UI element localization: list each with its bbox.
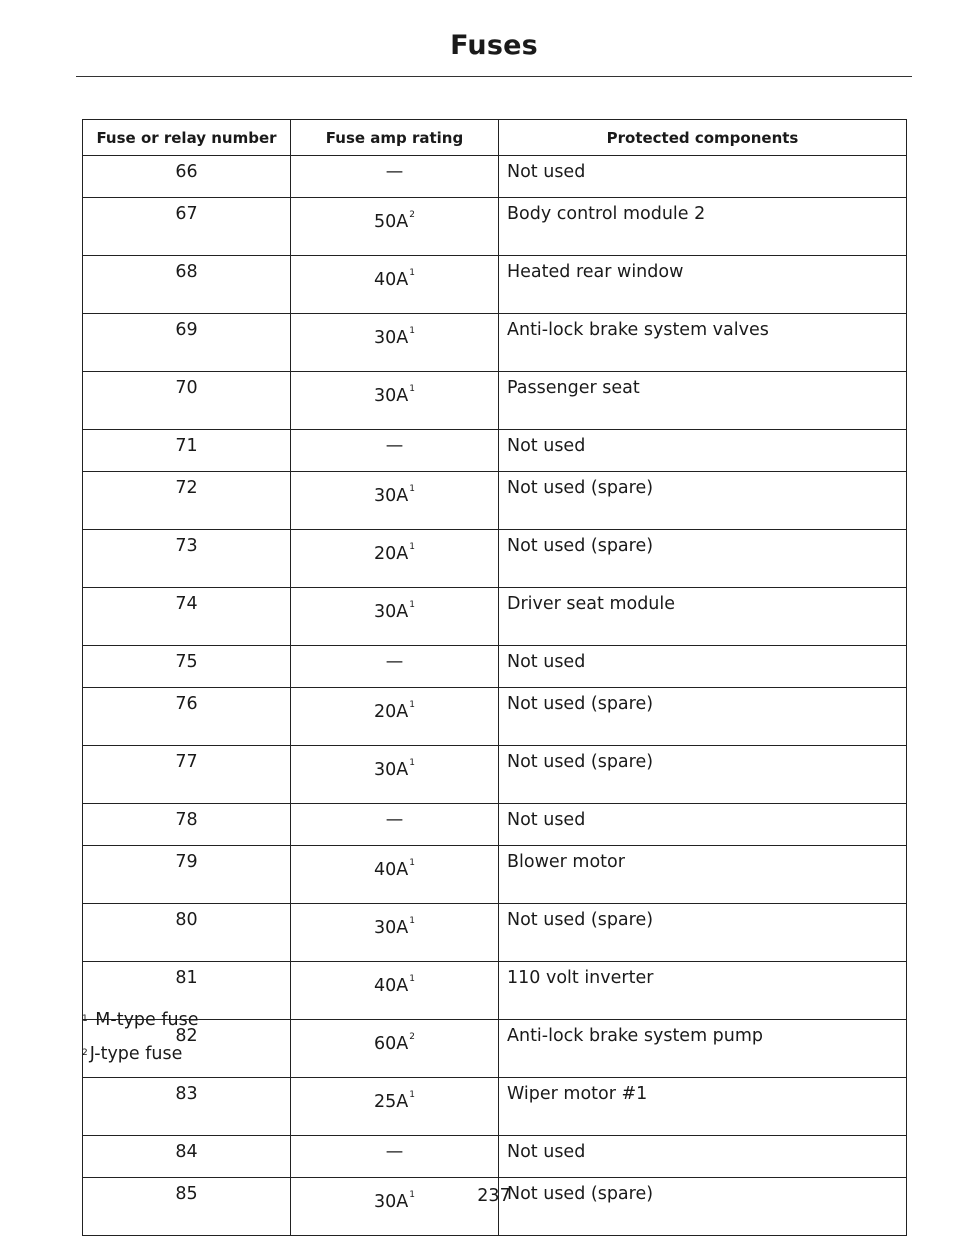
table-row [83, 530, 907, 588]
footnote-reference: 1 [409, 268, 415, 278]
table-row [83, 646, 907, 688]
amp-rating-cell [291, 256, 499, 314]
amp-rating-cell [291, 688, 499, 746]
amp-rating-cell [291, 746, 499, 804]
protected-component-cell: Anti-lock brake system valves [499, 314, 907, 372]
amp-rating-value: 30A [374, 918, 409, 938]
table-header-row [83, 120, 907, 156]
footnote-text: M-type fuse [89, 1010, 199, 1030]
fuse-number-cell: 76 [83, 688, 291, 746]
fuse-number-cell: 85 [83, 1178, 291, 1236]
amp-rating-value: 30A [374, 486, 409, 506]
page-title: Fuses [450, 30, 538, 61]
amp-rating-cell [291, 530, 499, 588]
table-body [83, 156, 907, 1236]
protected-component-cell: Not used [499, 646, 907, 688]
protected-component-cell: Not used (spare) [499, 746, 907, 804]
amp-rating-cell [291, 430, 499, 472]
footnote-m-type [82, 1008, 199, 1042]
amp-rating-value: 30A [374, 386, 409, 406]
fuse-number-cell: 72 [83, 472, 291, 530]
amp-rating-value: 60A [374, 1034, 409, 1054]
fuse-number-cell: 75 [83, 646, 291, 688]
protected-component-cell: Not used (spare) [499, 530, 907, 588]
fuse-number-cell: 71 [83, 430, 291, 472]
protected-component-cell: Blower motor [499, 846, 907, 904]
table-row [83, 156, 907, 198]
amp-rating-value: — [385, 162, 404, 182]
amp-rating-cell [291, 646, 499, 688]
fuse-number-cell: 73 [83, 530, 291, 588]
protected-component-cell: Body control module 2 [499, 198, 907, 256]
footnote-mark: 2 [82, 1048, 88, 1058]
header-fuse-number: Fuse or relay number [83, 120, 291, 156]
amp-rating-value: 30A [374, 760, 409, 780]
title-divider [76, 76, 912, 77]
table-row [83, 846, 907, 904]
fuse-number-cell: 82 [83, 1020, 291, 1078]
fuse-number-cell: 80 [83, 904, 291, 962]
protected-component-cell: Passenger seat [499, 372, 907, 430]
protected-component-cell: Anti-lock brake system pump [499, 1020, 907, 1078]
fuse-number-cell: 67 [83, 198, 291, 256]
amp-rating-cell [291, 588, 499, 646]
amp-rating-cell [291, 804, 499, 846]
amp-rating-cell [291, 156, 499, 198]
amp-rating-value: 25A [374, 1092, 409, 1112]
amp-rating-value: 20A [374, 544, 409, 564]
fuse-number-cell: 81 [83, 962, 291, 1020]
amp-rating-value: 20A [374, 702, 409, 722]
protected-component-cell: Driver seat module [499, 588, 907, 646]
protected-component-cell: Not used (spare) [499, 1178, 907, 1236]
fuse-number-cell: 70 [83, 372, 291, 430]
protected-component-cell: Not used [499, 1136, 907, 1178]
table-row [83, 472, 907, 530]
table-row [83, 256, 907, 314]
footnote-reference: 1 [409, 484, 415, 494]
amp-rating-cell [291, 314, 499, 372]
amp-rating-cell [291, 846, 499, 904]
protected-component-cell: Wiper motor #1 [499, 1078, 907, 1136]
table-row [83, 962, 907, 1020]
footnote-reference: 1 [409, 326, 415, 336]
amp-rating-value: — [385, 1142, 404, 1162]
footnote-reference: 1 [409, 758, 415, 768]
protected-component-cell: Not used [499, 804, 907, 846]
amp-rating-value: — [385, 810, 404, 830]
amp-rating-cell [291, 962, 499, 1020]
amp-rating-value: 40A [374, 976, 409, 996]
footnote-reference: 1 [409, 1090, 415, 1100]
header-amp-rating: Fuse amp rating [291, 120, 499, 156]
table-row [83, 1136, 907, 1178]
fuse-number-cell: 84 [83, 1136, 291, 1178]
amp-rating-value: 30A [374, 1192, 409, 1212]
footnote-j-type [82, 1042, 199, 1076]
amp-rating-cell [291, 198, 499, 256]
fuse-number-cell: 78 [83, 804, 291, 846]
fuse-number-cell: 68 [83, 256, 291, 314]
amp-rating-cell [291, 1136, 499, 1178]
amp-rating-cell [291, 472, 499, 530]
protected-component-cell: Not used [499, 430, 907, 472]
footnotes [82, 1008, 199, 1076]
footnote-reference: 2 [409, 210, 415, 220]
amp-rating-value: 30A [374, 328, 409, 348]
amp-rating-cell [291, 1078, 499, 1136]
amp-rating-cell [291, 372, 499, 430]
page-number: 237 [477, 1186, 511, 1206]
protected-component-cell: Heated rear window [499, 256, 907, 314]
table-row [83, 1078, 907, 1136]
footnote-mark: 1 [82, 1014, 88, 1024]
table-row [83, 372, 907, 430]
table-row [83, 314, 907, 372]
footnote-reference: 1 [409, 916, 415, 926]
footnote-reference: 1 [409, 858, 415, 868]
fuse-number-cell: 69 [83, 314, 291, 372]
fuse-number-cell: 74 [83, 588, 291, 646]
footnote-reference: 1 [409, 384, 415, 394]
fuse-table [82, 119, 907, 1236]
footnote-reference: 1 [409, 600, 415, 610]
table-row [83, 430, 907, 472]
protected-component-cell: 110 volt inverter [499, 962, 907, 1020]
table-row [83, 804, 907, 846]
footnote-reference: 1 [409, 542, 415, 552]
table-row [83, 198, 907, 256]
amp-rating-value: 50A [374, 212, 409, 232]
table-row [83, 1020, 907, 1078]
table-row [83, 688, 907, 746]
footnote-reference: 1 [409, 974, 415, 984]
footnote-reference: 2 [409, 1032, 415, 1042]
fuse-number-cell: 79 [83, 846, 291, 904]
fuse-number-cell: 83 [83, 1078, 291, 1136]
table-row [83, 588, 907, 646]
fuse-number-cell: 66 [83, 156, 291, 198]
header-protected-components: Protected components [499, 120, 907, 156]
protected-component-cell: Not used (spare) [499, 688, 907, 746]
footnote-text: J-type fuse [89, 1044, 183, 1064]
amp-rating-value: — [385, 436, 404, 456]
footnote-reference: 1 [409, 1190, 415, 1200]
amp-rating-cell [291, 1020, 499, 1078]
amp-rating-value: 40A [374, 860, 409, 880]
amp-rating-cell [291, 904, 499, 962]
protected-component-cell: Not used (spare) [499, 904, 907, 962]
fuse-number-cell: 77 [83, 746, 291, 804]
footnote-reference: 1 [409, 700, 415, 710]
amp-rating-value: 30A [374, 602, 409, 622]
table-row [83, 746, 907, 804]
amp-rating-value: 40A [374, 270, 409, 290]
amp-rating-value: — [385, 652, 404, 672]
protected-component-cell: Not used [499, 156, 907, 198]
table-row [83, 904, 907, 962]
protected-component-cell: Not used (spare) [499, 472, 907, 530]
